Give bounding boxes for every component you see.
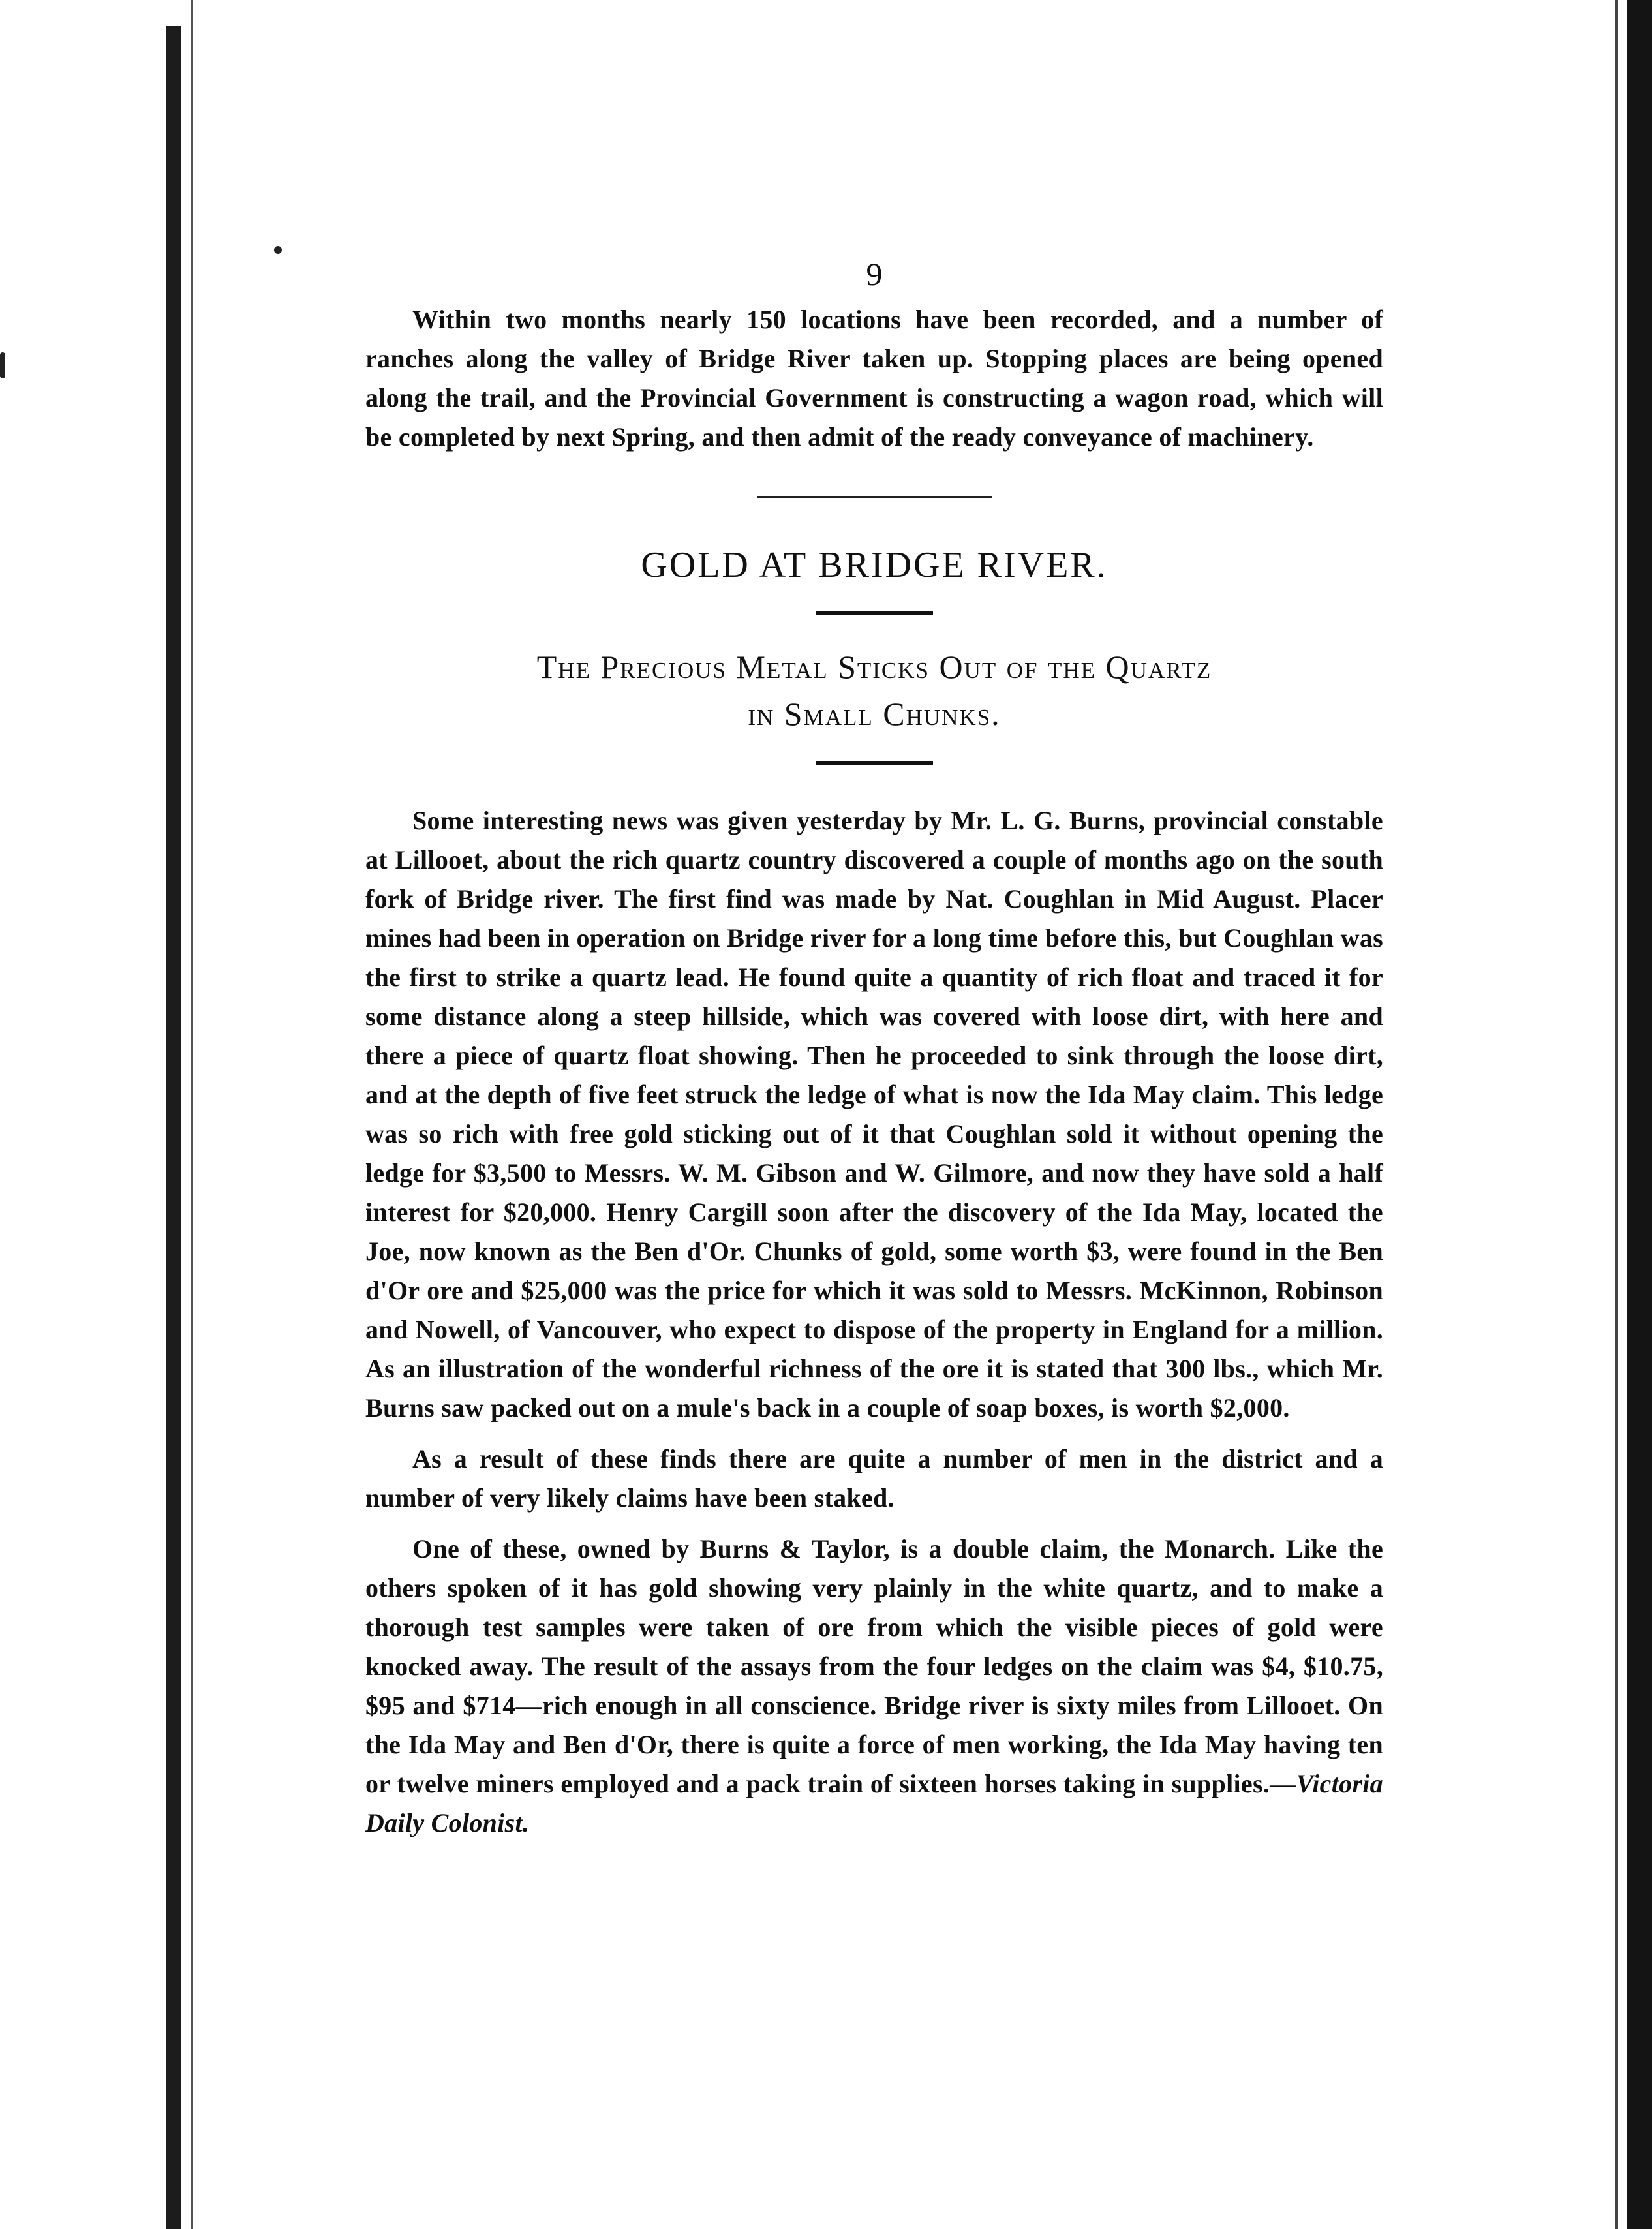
- scan-right-border: [1627, 0, 1652, 2229]
- article-paragraph: Some interesting news was given yesterday by Mr. L. G. Burns, provincial constable at Lillooet, about the rich quartz country discovered a couple of months ago on the south fork of Bridge river. The first find was made by Nat. Coughlan in Mid August. Placer mines had been in operation on Bridge river for a long time before this, but Coughlan was the first to strike a quartz lead. He found quite a quantity of rich float and traced it for some distance along a steep hillside, which was covered with loose dirt, with here and there a piece of quartz float showing. Then he proceeded to sink through the loose dirt, and at the depth of five feet struck the ledge of what is now the Ida May claim. This ledge was so rich with free gold sticking out of it that Coughlan sold it without opening the ledge for $3,500 to Messrs. W. M. Gibson and W. Gilmore, and now they have sold a half interest for $20,000. Henry Cargill soon after the discovery of the Ida May, located the Joe, now known as the Ben d'Or. Chunks of gold, some worth $3, were found in the Ben d'Or ore and $25,000 was the price for which it was sold to Messrs. McKinnon, Robinson and Nowell, of Vancouver, who expect to dispose of the property in England for a million. As an illustration of the wonderful richness of the ore it is stated that 300 lbs., which Mr. Burns saw packed out on a mule's back in a couple of soap boxes, is worth $2,000.: [365, 806, 1383, 1423]
- scan-mark: [0, 352, 5, 378]
- article-paragraph-text: One of these, owned by Burns & Taylor, is a double claim, the Monarch. Like the others spoken of it has gold showing very plainly in the white quartz, and to make a thorough test samples were taken of ore from which the visible pieces of gold were knocked away. The result of the assays from the four ledges on the claim was $4, $10.75, $95 and $714—rich enough in all conscience. Bridge river is sixty miles from Lillooet. On the Ida May and Ben d'Or, there is quite a force of men working, the Ida May having ten or twelve miners employed and a pack train of sixteen horses taking in supplies.—: [365, 1534, 1383, 1799]
- article-source: Victoria Daily Colonist.: [365, 1769, 1383, 1838]
- title-rule: [816, 611, 933, 615]
- page-spine-edge: [191, 0, 193, 2229]
- article-subtitle-line-1: The Precious Metal Sticks Out of the Quartz: [536, 649, 1212, 686]
- article-title: GOLD AT BRIDGE RIVER.: [641, 545, 1108, 585]
- subtitle-rule: [816, 761, 933, 765]
- article-paragraph-last: [365, 1530, 1383, 1843]
- scan-speck: [274, 246, 282, 254]
- page-spine-shadow: [166, 26, 181, 2229]
- article-paragraph: As a result of these finds there are quite a number of men in the district and a number of very likely claims have been staked.: [365, 1444, 1383, 1513]
- article-subtitle-line-2: in Small Chunks.: [748, 696, 1001, 733]
- scan-right-edge-line: [1615, 0, 1618, 2229]
- article-subtitle: [365, 643, 1383, 737]
- page-number: 9: [866, 256, 883, 292]
- article-body: [365, 801, 1383, 1843]
- intro-paragraph: Within two months nearly 150 locations have been recorded, and a number of ranches along the valley of Bridge River taken up. Stopping places are being opened along the trail, and the Provincial Government is constructing a wagon road, which will be completed by next Spring, and then admit of the ready conveyance of machinery.: [365, 305, 1383, 452]
- section-divider: [757, 496, 992, 498]
- page-content: [365, 254, 1383, 1843]
